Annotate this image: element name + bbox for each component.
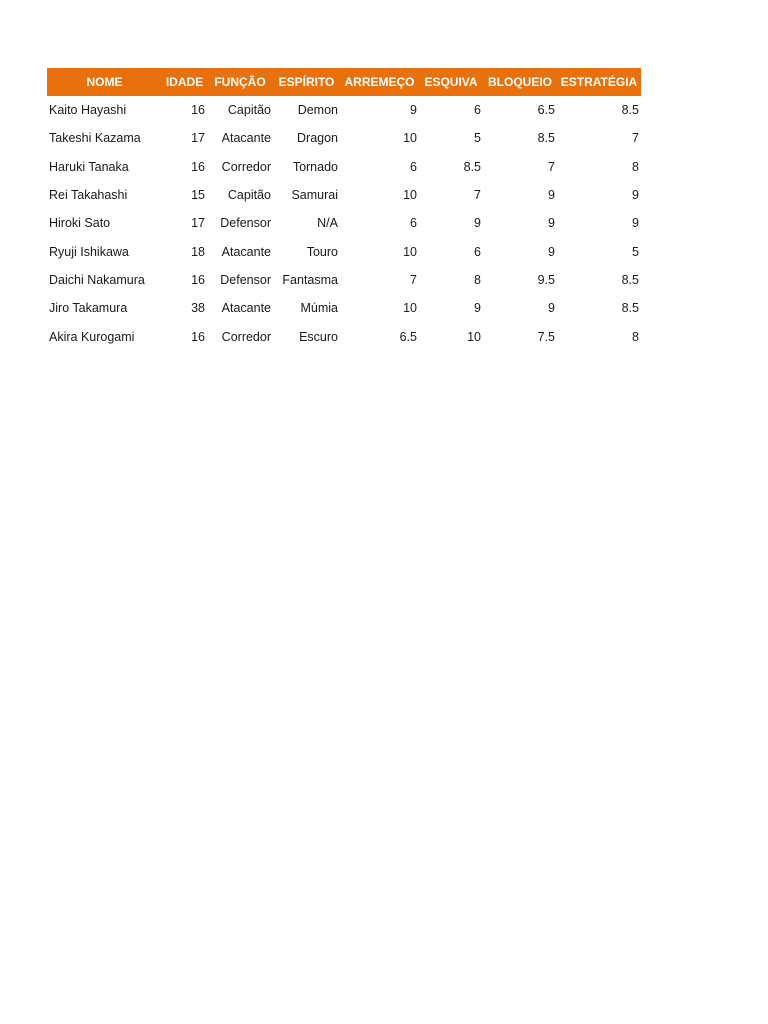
header-arremeco: ARREMEÇO <box>340 68 419 96</box>
cell-nome: Haruki Tanaka <box>49 159 129 174</box>
cell-idade: 16 <box>191 272 205 287</box>
cell-funcao: Atacante <box>221 244 271 259</box>
cell-estrategia: 7 <box>632 131 639 146</box>
cell-nome: Kaito Hayashi <box>49 103 127 118</box>
cell-espirito: Fantasma <box>282 272 338 287</box>
table-row <box>47 124 641 152</box>
cell-arremeco: 6 <box>410 159 417 174</box>
cell-funcao: Capitão <box>227 188 271 203</box>
cell-idade: 16 <box>191 329 205 344</box>
cell-estrategia: 5 <box>632 244 639 259</box>
cell-idade: 17 <box>191 216 205 231</box>
header-funcao: FUNÇÃO <box>207 68 273 96</box>
cell-nome: Jiro Takamura <box>49 301 128 316</box>
cell-esquiva: 6 <box>474 244 481 259</box>
cell-bloqueio: 9 <box>548 301 555 316</box>
cell-estrategia: 8 <box>632 159 639 174</box>
header-espirito: ESPÍRITO <box>273 68 340 96</box>
header-bloqueio: BLOQUEIO <box>483 68 557 96</box>
header-nome: NOME <box>47 68 162 96</box>
table-row <box>47 209 641 237</box>
table-row <box>47 153 641 181</box>
table-row <box>47 266 641 294</box>
cell-estrategia: 8.5 <box>621 301 639 316</box>
cell-arremeco: 10 <box>403 188 417 203</box>
cell-funcao: Defensor <box>220 216 271 231</box>
cell-espirito: Demon <box>297 103 338 118</box>
cell-arremeco: 9 <box>410 103 417 118</box>
cell-espirito: Múmia <box>300 301 338 316</box>
cell-nome: Ryuji Ishikawa <box>49 244 129 259</box>
cell-funcao: Atacante <box>221 131 271 146</box>
cell-espirito: Dragon <box>297 131 338 146</box>
table-row <box>47 322 641 350</box>
cell-funcao: Corredor <box>221 329 271 344</box>
header-esquiva: ESQUIVA <box>419 68 483 96</box>
cell-nome: Hiroki Sato <box>49 216 111 231</box>
table-row <box>47 181 641 209</box>
cell-espirito: Tornado <box>292 159 338 174</box>
cell-esquiva: 8.5 <box>463 159 481 174</box>
cell-estrategia: 8.5 <box>621 103 639 118</box>
cell-arremeco: 10 <box>403 131 417 146</box>
cell-esquiva: 9 <box>474 301 481 316</box>
table-body <box>47 96 641 351</box>
cell-idade: 16 <box>191 159 205 174</box>
cell-estrategia: 8 <box>632 329 639 344</box>
cell-esquiva: 8 <box>474 272 481 287</box>
cell-esquiva: 7 <box>474 188 481 203</box>
player-stats-table <box>47 68 641 351</box>
cell-funcao: Atacante <box>221 301 271 316</box>
cell-estrategia: 9 <box>632 188 639 203</box>
cell-esquiva: 5 <box>474 131 481 146</box>
cell-arremeco: 6.5 <box>399 329 417 344</box>
cell-bloqueio: 6.5 <box>537 103 555 118</box>
cell-esquiva: 6 <box>474 103 481 118</box>
cell-esquiva: 10 <box>467 329 481 344</box>
cell-arremeco: 10 <box>403 244 417 259</box>
cell-espirito: Touro <box>306 244 338 259</box>
cell-idade: 16 <box>191 103 205 118</box>
cell-bloqueio: 7 <box>548 159 555 174</box>
cell-estrategia: 8.5 <box>621 272 639 287</box>
cell-bloqueio: 9.5 <box>537 272 555 287</box>
cell-espirito: Escuro <box>299 329 338 344</box>
cell-idade: 15 <box>191 188 205 203</box>
cell-arremeco: 6 <box>410 216 417 231</box>
cell-nome: Daichi Nakamura <box>49 272 145 287</box>
table-row <box>47 96 641 124</box>
cell-espirito: N/A <box>317 216 338 231</box>
header-row <box>47 68 641 96</box>
cell-bloqueio: 9 <box>548 244 555 259</box>
cell-idade: 17 <box>191 131 205 146</box>
cell-idade: 18 <box>191 244 205 259</box>
cell-funcao: Capitão <box>227 103 271 118</box>
cell-nome: Akira Kurogami <box>49 329 135 344</box>
cell-bloqueio: 9 <box>548 216 555 231</box>
cell-funcao: Defensor <box>220 272 271 287</box>
spreadsheet-page <box>47 68 641 351</box>
cell-arremeco: 7 <box>410 272 417 287</box>
cell-nome: Rei Takahashi <box>49 188 128 203</box>
cell-bloqueio: 7.5 <box>537 329 555 344</box>
cell-arremeco: 10 <box>403 301 417 316</box>
cell-espirito: Samurai <box>291 188 338 203</box>
table-row <box>47 294 641 322</box>
table-row <box>47 237 641 265</box>
cell-bloqueio: 9 <box>548 188 555 203</box>
cell-idade: 38 <box>191 301 205 316</box>
cell-nome: Takeshi Kazama <box>49 131 141 146</box>
cell-bloqueio: 8.5 <box>537 131 555 146</box>
cell-esquiva: 9 <box>474 216 481 231</box>
header-estrategia: ESTRATÉGIA <box>557 68 641 96</box>
table-header <box>47 68 641 96</box>
cell-estrategia: 9 <box>632 216 639 231</box>
cell-funcao: Corredor <box>221 159 271 174</box>
header-idade: IDADE <box>162 68 207 96</box>
